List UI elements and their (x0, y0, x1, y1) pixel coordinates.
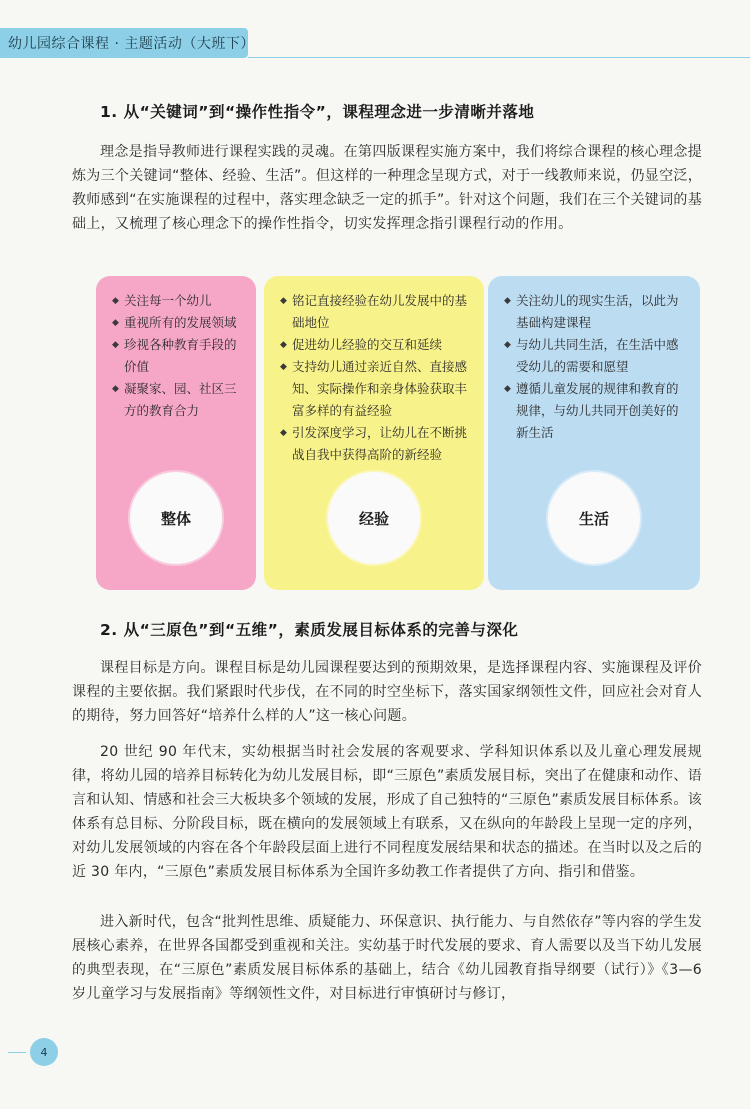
list-item: ◆ 关注每一个幼儿 (112, 290, 246, 312)
card-zhengti-list (112, 290, 246, 422)
section1-paragraph: 理念是指导教师进行课程实践的灵魂。在第四版课程实施方案中，我们将综合课程的核心理念提炼为三个关键词“整体、经验、生活”。但这样的一种理念呈现方式，对于一线教师来说，仍显空泛，教师感到“在实施课程的过程中，落实理念缺乏一定的抓手”。针对这个问题，我们在三个关键词的基础上，又梳理了核心理念下的操作性指令，切实发挥理念指引课程行动的作用。 (72, 144, 703, 232)
card-zhengti (96, 276, 256, 590)
list-item: ◆ 遵循儿童发展的规律和教育的规律，与幼儿共同开创美好的新生活 (504, 378, 690, 444)
list-item: ◆ 珍视各种教育手段的价值 (112, 334, 246, 378)
list-item: ◆ 凝聚家、园、社区三方的教育合力 (112, 378, 246, 422)
card-shenghuo-list (504, 290, 690, 444)
list-item: ◆ 支持幼儿通过亲近自然、直接感知、实际操作和亲身体验获取丰富多样的有益经验 (280, 356, 474, 422)
list-item: ◆ 与幼儿共同生活，在生活中感受幼儿的需要和愿望 (504, 334, 690, 378)
running-header-title: 幼儿园综合课程 · 主题活动（大班下） (8, 36, 255, 52)
card-jingyan (264, 276, 484, 590)
page-number-rule (8, 1052, 26, 1053)
section1-heading: 1. 从“关键词”到“操作性指令”，课程理念进一步清晰并落地 (100, 103, 535, 121)
section2-paragraph-1: 课程目标是方向。课程目标是幼儿园课程要达到的预期效果，是选择课程内容、实施课程及评价课程的主要依据。我们紧跟时代步伐，在不同的时空坐标下，落实国家纲领性文件，回应社会对育人的期待，努力回答好“培养什么样的人”这一核心问题。 (72, 660, 702, 724)
card-shenghuo (488, 276, 700, 590)
list-item: ◆ 关注幼儿的现实生活，以此为基础构建课程 (504, 290, 690, 334)
section2-heading: 2. 从“三原色”到“五维”，素质发展目标体系的完善与深化 (100, 621, 519, 639)
list-item: ◆ 铭记直接经验在幼儿发展中的基础地位 (280, 290, 474, 334)
section2-paragraph-2: 20 世纪 90 年代末，实幼根据当时社会发展的客观要求、学科知识体系以及儿童心理发展规律，将幼儿园的培养目标转化为幼儿发展目标，即“三原色”素质发展目标，突出了在健康和动作、语言和认知、情感和社会三大板块多个领域的发展，形成了自己独特的“三原色”素质发展目标体系。该体系有总目标、分阶段目标，既在横向的发展领域上有联系，又在纵向的年龄段上呈现一定的序列，对幼儿发展领域的内容在各个年龄段层面上进行不同程度发展结果和状态的描述。在当时以及之后的近 30 年内，“三原色”素质发展目标体系为全国许多幼教工作者提供了方向、指引和借鉴。 (72, 744, 703, 880)
page-number: 4 (40, 1045, 48, 1059)
keyword-circle-jingyan: 经验 (328, 472, 420, 564)
keyword-cards (96, 276, 700, 590)
list-item: ◆ 促进幼儿经验的交互和延续 (280, 334, 474, 356)
list-item: ◆ 引发深度学习，让幼儿在不断挑战自我中获得高阶的新经验 (280, 422, 474, 466)
running-header (0, 28, 255, 58)
header-rule (248, 57, 750, 58)
page-number-badge (30, 1038, 58, 1066)
card-jingyan-list (280, 290, 474, 466)
keyword-circle-zhengti: 整体 (130, 472, 222, 564)
keyword-circle-shenghuo: 生活 (548, 472, 640, 564)
section2-paragraph-3: 进入新时代，包含“批判性思维、质疑能力、环保意识、执行能力、与自然依存”等内容的学生发展核心素养，在世界各国都受到重视和关注。实幼基于时代发展的要求、育人需要以及当下幼儿发展的典型表现，在“三原色”素质发展目标体系的基础上，结合《幼儿园教育指导纲要（试行）》《3—6 岁儿童学习与发展指南》等纲领性文件，对目标进行审慎研讨与修订， (72, 914, 702, 1002)
list-item: ◆ 重视所有的发展领域 (112, 312, 246, 334)
